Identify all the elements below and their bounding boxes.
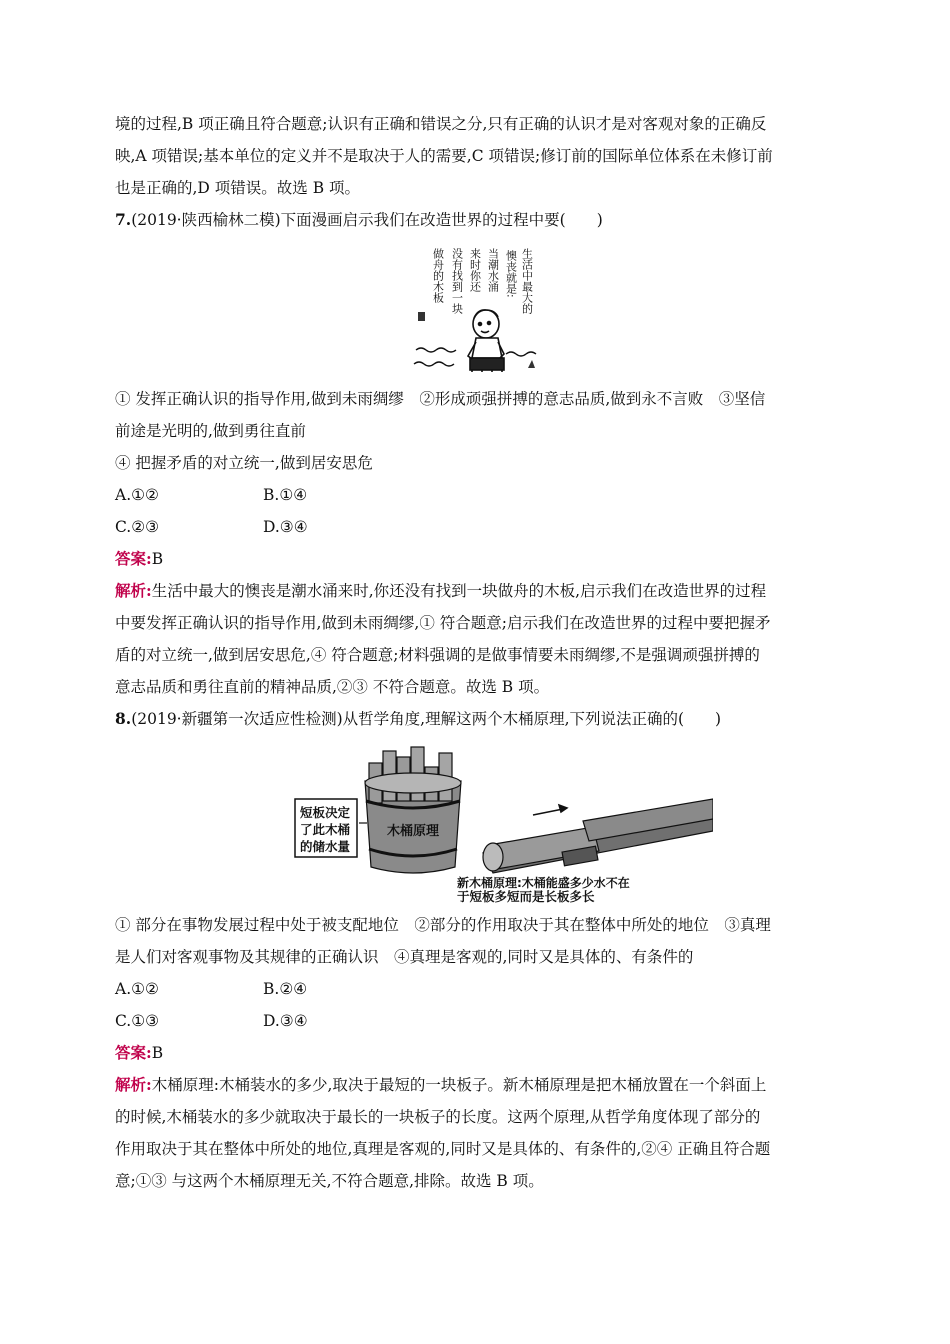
direction-arrow [533, 805, 567, 815]
option-b: B.①④ [263, 486, 308, 504]
analysis-label: 解析: [115, 581, 152, 600]
text-line: 也是正确的,D 项错误。故选 B 项。 [115, 179, 361, 197]
barrel-diagram [293, 741, 713, 891]
tilted-barrel [483, 799, 713, 873]
cartoon-text-col-2: 懊丧就是: [504, 250, 518, 298]
question-stem-text: (2019·陕西榆林二模)下面漫画启示我们在改造世界的过程中要( ) [131, 211, 603, 229]
man-figure [468, 310, 504, 372]
box-line-1: 短板决定 [300, 805, 351, 820]
analysis-line: 作用取决于其在整体中所处的地位,真理是客观的,同时又是具体的、有条件的,②④ 正确且符合题 [115, 1140, 771, 1158]
question-number: 8. [115, 709, 132, 728]
statement-line: ① 发挥正确认识的指导作用,做到未雨绸缪 ②形成顽强拼搏的意志品质,做到永不言败 ③坚信 [115, 390, 766, 408]
analysis-line: 意;①③ 与这两个木桶原理无关,不符合题意,排除。故选 B 项。 [115, 1172, 544, 1190]
caption-line-1: 新木桶原理:木桶能盛多少水不在 [457, 876, 630, 890]
question-number: 7. [115, 210, 132, 229]
option-d: D.③④ [263, 1012, 308, 1030]
option-d: D.③④ [263, 518, 308, 536]
analysis-line [115, 1069, 835, 1101]
barrel-label: 木桶原理 [386, 824, 440, 839]
option-b: B.②④ [263, 980, 308, 998]
answer-value: B [151, 1044, 164, 1062]
box-line-2: 了此木桶 [300, 822, 351, 837]
options-row [115, 479, 835, 511]
cartoon-text-col-5: 没有找到一块 [450, 248, 464, 314]
analysis-text: 生活中最大的懊丧是潮水涌来时,你还没有找到一块做舟的木板,启示我们在改造世界的过程 [151, 582, 767, 600]
caption-line-2: 于短板多短而是长板多长 [457, 889, 595, 904]
cartoon-text-col-6: 做舟的木板 [431, 248, 445, 303]
document-page [115, 108, 835, 1197]
answer [115, 1037, 835, 1069]
statement-line: ① 部分在事物发展过程中处于被支配地位 ②部分的作用取决于其在整体中所处的地位 ③真理 [115, 916, 771, 934]
options-row [115, 1005, 835, 1037]
analysis-line [115, 575, 835, 607]
option-a: A.①② [115, 980, 159, 998]
answer [115, 543, 835, 575]
question-8 [115, 703, 835, 1197]
box-line-3: 的储水量 [300, 839, 351, 854]
seal-stamp [418, 312, 425, 321]
cartoon-text-col-3: 当潮水涌 [486, 248, 500, 292]
analysis-line: 意志品质和勇往直前的精神品质,②③ 不符合题意。故选 B 项。 [115, 678, 550, 696]
option-c: C.①③ [115, 1012, 160, 1030]
cartoon-illustration [412, 242, 540, 377]
question-stem [115, 703, 835, 735]
statement-line: 前途是光明的,做到勇往直前 [115, 422, 306, 440]
analysis-text: 木桶原理:木桶装水的多少,取决于最短的一块板子。新木桶原理是把木桶放置在一个斜面上 [151, 1076, 767, 1094]
question-stem [115, 204, 835, 236]
text-line: 映,A 项错误;基本单位的定义并不是取决于人的需要,C 项错误;修订前的国际单位体系在未修订前 [115, 147, 773, 165]
option-a: A.①② [115, 486, 159, 504]
answer-value: B [151, 550, 164, 568]
answer-label: 答案: [115, 549, 152, 568]
analysis-line: 中要发挥正确认识的指导作用,做到未雨绸缪,① 符合题意;启示我们在改造世界的过程中要把握矛 [115, 614, 771, 632]
answer-label: 答案: [115, 1043, 152, 1062]
wooden-barrel [359, 747, 461, 873]
small-plant [528, 360, 535, 368]
cartoon-text-col-1: 生活中最大的 [520, 248, 534, 314]
statement-line: ④ 把握矛盾的对立统一,做到居安思危 [115, 454, 373, 472]
question-7 [115, 204, 835, 703]
analysis-label: 解析: [115, 1075, 152, 1094]
text-line: 境的过程,B 项正确且符合题意;认识有正确和错误之分,只有正确的认识才是对客观对象的正确反 [115, 115, 767, 133]
options-row [115, 511, 835, 543]
question-stem-text: (2019·新疆第一次适应性检测)从哲学角度,理解这两个木桶原理,下列说法正确的( ) [131, 710, 722, 728]
statement-line: 是人们对客观事物及其规律的正确认识 ④真理是客观的,同时又是具体的、有条件的 [115, 948, 694, 966]
options-row [115, 973, 835, 1005]
analysis-line: 盾的对立统一,做到居安思危,④ 符合题意;材料强调的是做事情要未雨绸缪,不是强调顽强拼搏的 [115, 646, 760, 664]
prev-analysis [115, 108, 835, 204]
analysis-line: 的时候,木桶装水的多少就取决于最长的一块板子的长度。这两个原理,从哲学角度体现了部分的 [115, 1108, 761, 1126]
cartoon-text-col-4: 来时你还 [468, 248, 482, 292]
option-c: C.②③ [115, 518, 160, 536]
